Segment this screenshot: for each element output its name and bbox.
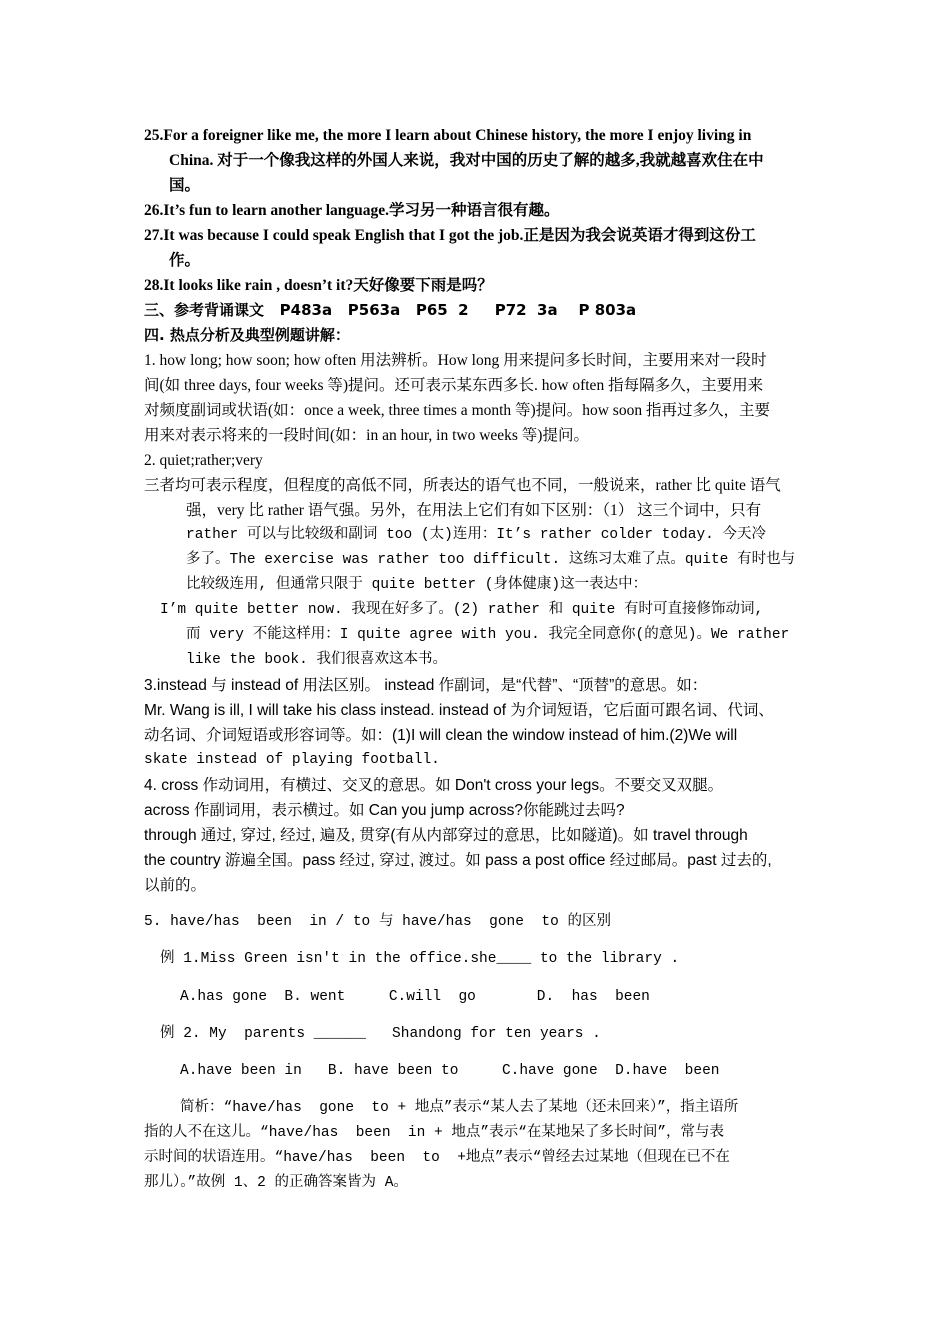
text-line: 比较级连用, 但通常只限于 quite better (身体健康)这一表达中： <box>186 577 648 593</box>
text-line: 26.It’s fun to learn another language.学习另一种语言很有趣。 <box>144 202 560 219</box>
text-line: 对频度副词或状语(如：once a week, three times a month 等)提问。how soon 指再过多久，主要 <box>144 402 770 419</box>
text-line: rather 可以与比较级和副词 too (太)连用：It’s rather colder today. 今天冷 <box>186 527 767 543</box>
text-line: 间(如 three days, four weeks 等)提问。还可表示某东西多长. how often 指每隔多久，主要用来 <box>144 377 764 394</box>
text-line: 25.For a foreigner like me, the more I learn about Chinese history, the more I enjoy living in <box>144 127 752 144</box>
text-line: 三、参考背诵课文 P483a P563a P65 2 P72 3a P 803a <box>144 301 637 319</box>
text-line: skate instead of playing football. <box>144 752 440 768</box>
text-line: I’m quite better now. 我现在好多了。(2) rather 和 quite 有时可直接修饰动词, <box>160 602 764 618</box>
text-line: 以前的。 <box>144 877 207 894</box>
text-line: 四. 热点分析及典型例题讲解： <box>144 326 350 344</box>
text-line: through 通过, 穿过, 经过, 遍及, 贯穿(有从内部穿过的意思，比如隧道)。如 travel through <box>144 827 748 844</box>
text-line: across 作副词用，表示横过。如 Can you jump across?你能跳过去吗? <box>144 802 625 819</box>
text-line: 而 very 不能这样用：I quite agree with you. 我完全同意你(的意见)。We rather <box>186 627 790 643</box>
text-line: 28.It looks like rain , doesn’t it?天好像要下雨是吗？ <box>144 277 493 294</box>
text-line: 3.instead 与 instead of 用法区别。 instead 作副词，是“代替”、“顶替”的意思。如： <box>144 677 708 694</box>
text-line: 强，very 比 rather 语气强。另外，在用法上它们有如下区别：（1） 这三个词中，只有 <box>186 502 762 519</box>
text-line: 1. how long; how soon; how often 用法辨析。How long 用来提问多长时间，主要用来对一段时 <box>144 352 767 369</box>
text-line: 2. quiet;rather;very <box>144 452 263 469</box>
text-line: 指的人不在这儿。“have/has been in + 地点”表示“在某地呆了多长时间”，常与表 <box>144 1125 725 1141</box>
text-line: 国。 <box>169 177 201 194</box>
text-line: 作。 <box>169 252 201 269</box>
text-line: 多了。The exercise was rather too difficult. 这练习太难了点。quite 有时也与 <box>186 552 796 568</box>
text-line: A.have been in B. have been to C.have gone D.have been <box>180 1063 720 1079</box>
text-line: 例 2. My parents ______ Shandong for ten years . <box>160 1026 601 1042</box>
text-line: like the book. 我们很喜欢这本书。 <box>186 652 448 668</box>
text-line: A.has gone B. went C.will go D. has been <box>180 989 650 1005</box>
text-line: 动名词、介词短语或形容词等。如：(1)I will clean the window instead of him.(2)We will <box>144 727 738 744</box>
text-line: Mr. Wang is ill, I will take his class instead. instead of 为介词短语，它后面可跟名词、代词、 <box>144 702 774 719</box>
text-line: 用来对表示将来的一段时间(如：in an hour, in two weeks 等)提问。 <box>144 427 589 444</box>
text-line: 4. cross 作动词用，有横过、交叉的意思。如 Don't cross your legs。不要交叉双腿。 <box>144 777 724 794</box>
text-line: China. 对于一个像我这样的外国人来说，我对中国的历史了解的越多,我就越喜欢住在中 <box>169 152 764 169</box>
text-line: 5. have/has been in / to 与 have/has gone to 的区别 <box>144 914 611 930</box>
text-line: the country 游遍全国。pass 经过, 穿过, 渡过。如 pass a post office 经过邮局。past 过去的, <box>144 852 772 869</box>
text-line: 27.It was because I could speak English that I got the job.正是因为我会说英语才得到这份工 <box>144 227 756 244</box>
text-line: 那儿）。”故例 1、2 的正确答案皆为 A。 <box>144 1175 408 1191</box>
text-line: 简析：“have/has gone to + 地点”表示“某人去了某地（还未回来）”，指主语所 <box>180 1100 739 1116</box>
text-line: 示时间的状语连用。“have/has been to +地点”表示“曾经去过某地（但现在已不在 <box>144 1150 730 1166</box>
text-line: 例 1.Miss Green isn't in the office.she____ to the library . <box>160 951 680 967</box>
text-line: 三者均可表示程度，但程度的高低不同，所表达的语气也不同，一般说来，rather 比 quite 语气 <box>144 477 781 494</box>
